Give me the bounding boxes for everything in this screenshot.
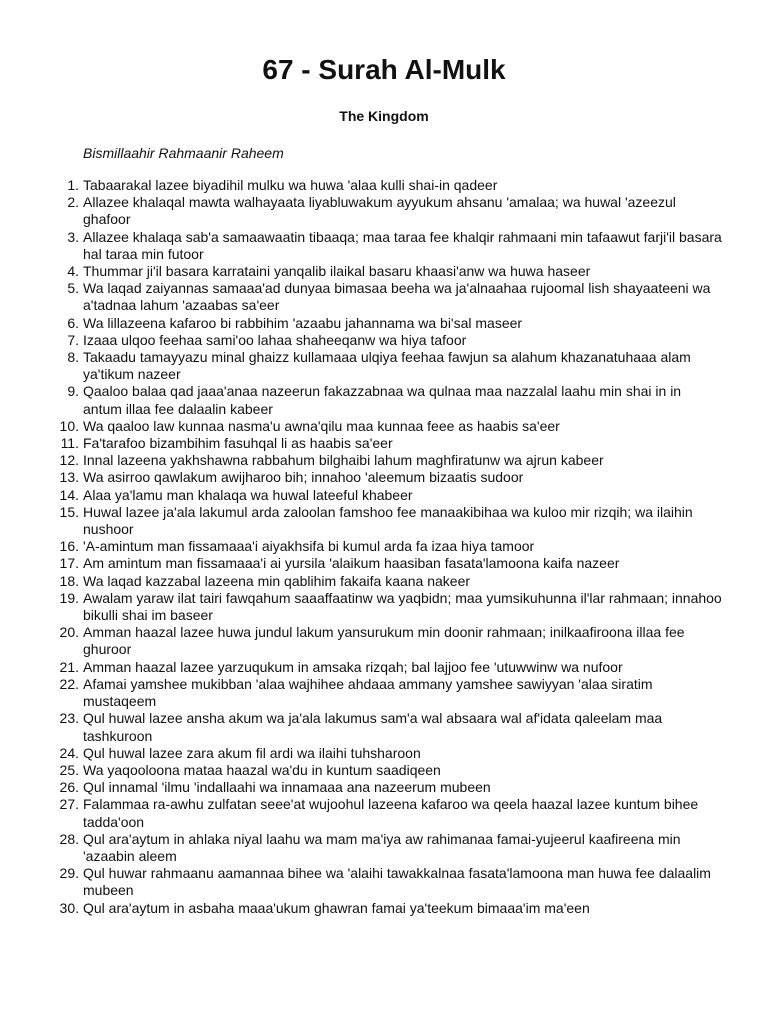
verse-number: 9. <box>67 383 79 400</box>
verse-text: Wa lillazeena kafaroo bi rabbihim 'azaabu jahannama wa bi'sal maseer <box>83 314 523 331</box>
verse-text: Qaaloo balaa qad jaaa'anaa nazeerun fakazzabnaa wa qulnaa maa nazzalal laahu min shai in in antum illaa fee dalaalin kabeer <box>83 383 682 417</box>
verse-item <box>67 228 723 263</box>
verse-text: Awalam yaraw ilat tairi fawqahum saaaffaatinw wa yaqbidn; maa yumsikuhunna il'lar rahmaan; innahoo bikulli shai im baseer <box>83 589 722 624</box>
verse-item <box>59 452 723 469</box>
verse-number: 25. <box>59 761 79 778</box>
verse-text: Allazee khalaqal mawta walhayaata liyabluwakum ayyukum ahsanu 'amalaa; wa huwal 'azeezul ghafoor <box>83 194 676 228</box>
verse-item <box>59 865 723 899</box>
verse-text: Fa'tarafoo bizambihim fasuhqal li as haabis sa'eer <box>83 435 393 452</box>
verse-text: Qul ara'aytum in asbaha maaa'ukum ghawran famai ya'teekum bimaaa'im ma'een <box>83 899 590 916</box>
verse-text: Qul huwar rahmaanu aamannaa bihee wa 'alaihi tawakkalnaa fasata'lamoona man huwa fee dalaalim mubeen <box>83 865 711 899</box>
verse-number: 28. <box>59 830 79 847</box>
verse-number: 5. <box>67 280 79 297</box>
verse-item <box>59 469 723 486</box>
verse-item <box>59 830 723 865</box>
verse-item <box>59 486 723 504</box>
verse-item <box>67 383 723 417</box>
verse-number: 12. <box>59 452 79 469</box>
verse-number: 23. <box>59 710 79 727</box>
verse-number: 17. <box>59 555 79 572</box>
verse-item <box>59 779 723 796</box>
verse-text: Allazee khalaqa sab'a samaawaatin tibaaqa; maa taraa fee khalqir rahmaani min tafaawut farji'il basara hal taraa min futoor <box>83 228 722 262</box>
verse-item <box>59 761 723 779</box>
page-subtitle: The Kingdom <box>339 108 429 124</box>
verse-number: 30. <box>59 899 79 916</box>
verse-number: 6. <box>67 314 79 331</box>
verse-text: Alaa ya'lamu man khalaqa wa huwal lateeful khabeer <box>83 486 413 503</box>
verse-item <box>67 263 723 280</box>
verse-text: Wa laqad kazzabal lazeena min qablihim fakaifa kaana nakeer <box>83 572 471 589</box>
verse-number: 29. <box>59 865 79 882</box>
verse-item <box>59 538 723 555</box>
verse-text: Amman haazal lazee huwa jundul lakum yansurukum min doonir rahmaan; inilkaafiroona illaa fee ghuroor <box>83 624 685 658</box>
verse-number: 18. <box>59 572 79 589</box>
verse-number: 8. <box>67 349 79 366</box>
verse-number: 14. <box>59 486 79 503</box>
verse-number: 20. <box>59 624 79 641</box>
basmala-line: Bismillaahir Rahmaanir Raheem <box>83 145 284 161</box>
verse-number: 16. <box>59 538 79 555</box>
verse-item <box>59 555 723 572</box>
verse-number: 15. <box>59 503 79 520</box>
verse-item <box>67 331 723 349</box>
verse-text: Tabaarakal lazee biyadihil mulku wa huwa 'alaa kulli shai-in qadeer <box>83 177 498 193</box>
verse-number: 3. <box>67 228 79 245</box>
verse-text: Falammaa ra-awhu zulfatan seee'at wujoohul lazeena kafaroo wa qeela haazal lazee kuntum bihee tadda'oon <box>83 796 699 830</box>
verse-item <box>67 177 723 194</box>
verse-text: Innal lazeena yakhshawna rabbahum bilghaibi lahum maghfiratunw wa ajrun kabeer <box>83 452 604 469</box>
verse-number: 26. <box>59 779 79 796</box>
verse-number: 11. <box>60 435 79 452</box>
verse-number: 10. <box>59 417 79 434</box>
verse-number: 27. <box>59 796 79 813</box>
verse-number: 24. <box>59 744 79 761</box>
verse-item <box>59 675 723 710</box>
verse-item <box>59 589 723 624</box>
verse-item <box>59 503 723 538</box>
verse-item <box>59 572 723 590</box>
verse-text: Qul innamal 'ilmu 'indallaahi wa innamaaa ana nazeerum mubeen <box>83 779 491 796</box>
verse-text: Takaadu tamayyazu minal ghaizz kullamaaa ulqiya feehaa fawjun sa alahum khazanatuhaaa alam ya'tikum nazeer <box>83 349 691 383</box>
verse-number: 13. <box>59 469 79 486</box>
verse-text: Wa laqad zaiyannas samaaa'ad dunyaa bimasaa beeha wa ja'alnaahaa rujoomal lish shayaateeni wa a'tadnaa lahum 'azaabas sa'eer <box>83 280 711 314</box>
verse-text: Huwal lazee ja'ala lakumul arda zaloolan famshoo fee manaakibihaa wa kuloo mir rizqih; wa ilaihin nushoor <box>83 503 693 538</box>
verse-item <box>67 349 723 383</box>
verse-item <box>59 796 723 830</box>
verse-item <box>67 280 723 314</box>
verse-item <box>59 624 723 658</box>
verse-number: 2. <box>67 194 79 211</box>
verse-item <box>59 744 723 762</box>
verse-text: Afamai yamshee mukibban 'alaa wajhihee ahdaaa ammany yamshee sawiyyan 'alaa siratim mustaqeem <box>83 675 653 710</box>
verse-number: 19. <box>59 589 79 606</box>
verse-number: 7. <box>67 331 79 348</box>
verse-number: 22. <box>59 675 79 692</box>
page-title: 67 - Surah Al-Mulk <box>262 54 506 85</box>
verse-text: Izaaa ulqoo feehaa sami'oo lahaa shaheeqanw wa hiya tafoor <box>83 331 467 348</box>
verse-item <box>59 417 723 435</box>
verse-text: 'A-amintum man fissamaaa'i aiyakhsifa bi kumul arda fa izaa hiya tamoor <box>83 538 535 555</box>
verse-number: 21. <box>59 658 79 675</box>
verse-text: Amman haazal lazee yarzuqukum in amsaka rizqah; bal lajjoo fee 'utuwwinw wa nufoor <box>83 658 623 675</box>
verse-item <box>67 314 723 332</box>
verse-item <box>67 194 723 228</box>
verse-number: 4. <box>67 263 79 280</box>
verse-item <box>59 710 723 744</box>
verse-text: Thummar ji'il basara karrataini yanqalib ilaikal basaru khaasi'anw wa huwa haseer <box>83 263 591 280</box>
verse-text: Qul ara'aytum in ahlaka niyal laahu wa mam ma'iya aw rahimanaa famai-yujeerul kaafireena min 'azaabin aleem <box>83 830 681 864</box>
verse-text: Wa qaaloo law kunnaa nasma'u awna'qilu maa kunnaa feee as haabis sa'eer <box>83 417 560 434</box>
verse-item <box>59 899 723 917</box>
verse-text: Wa asirroo qawlakum awijharoo bih; innahoo 'aleemum bizaatis sudoor <box>83 469 524 486</box>
verse-text: Wa yaqooloona mataa haazal wa'du in kuntum saadiqeen <box>83 761 441 778</box>
verse-number: 1. <box>67 177 79 193</box>
verse-list <box>59 177 723 917</box>
verse-text: Qul huwal lazee ansha akum wa ja'ala lakumus sam'a wal absaara wal af'idata qaleelam maa tashkuroon <box>83 710 663 744</box>
verse-text: Qul huwal lazee zara akum fil ardi wa ilaihi tuhsharoon <box>83 744 421 761</box>
verse-text: Am amintum man fissamaaa'i ai yursila 'alaikum haasiban fasata'lamoona kaifa nazeer <box>83 555 620 572</box>
verse-item <box>60 435 723 452</box>
verse-item <box>59 658 723 676</box>
